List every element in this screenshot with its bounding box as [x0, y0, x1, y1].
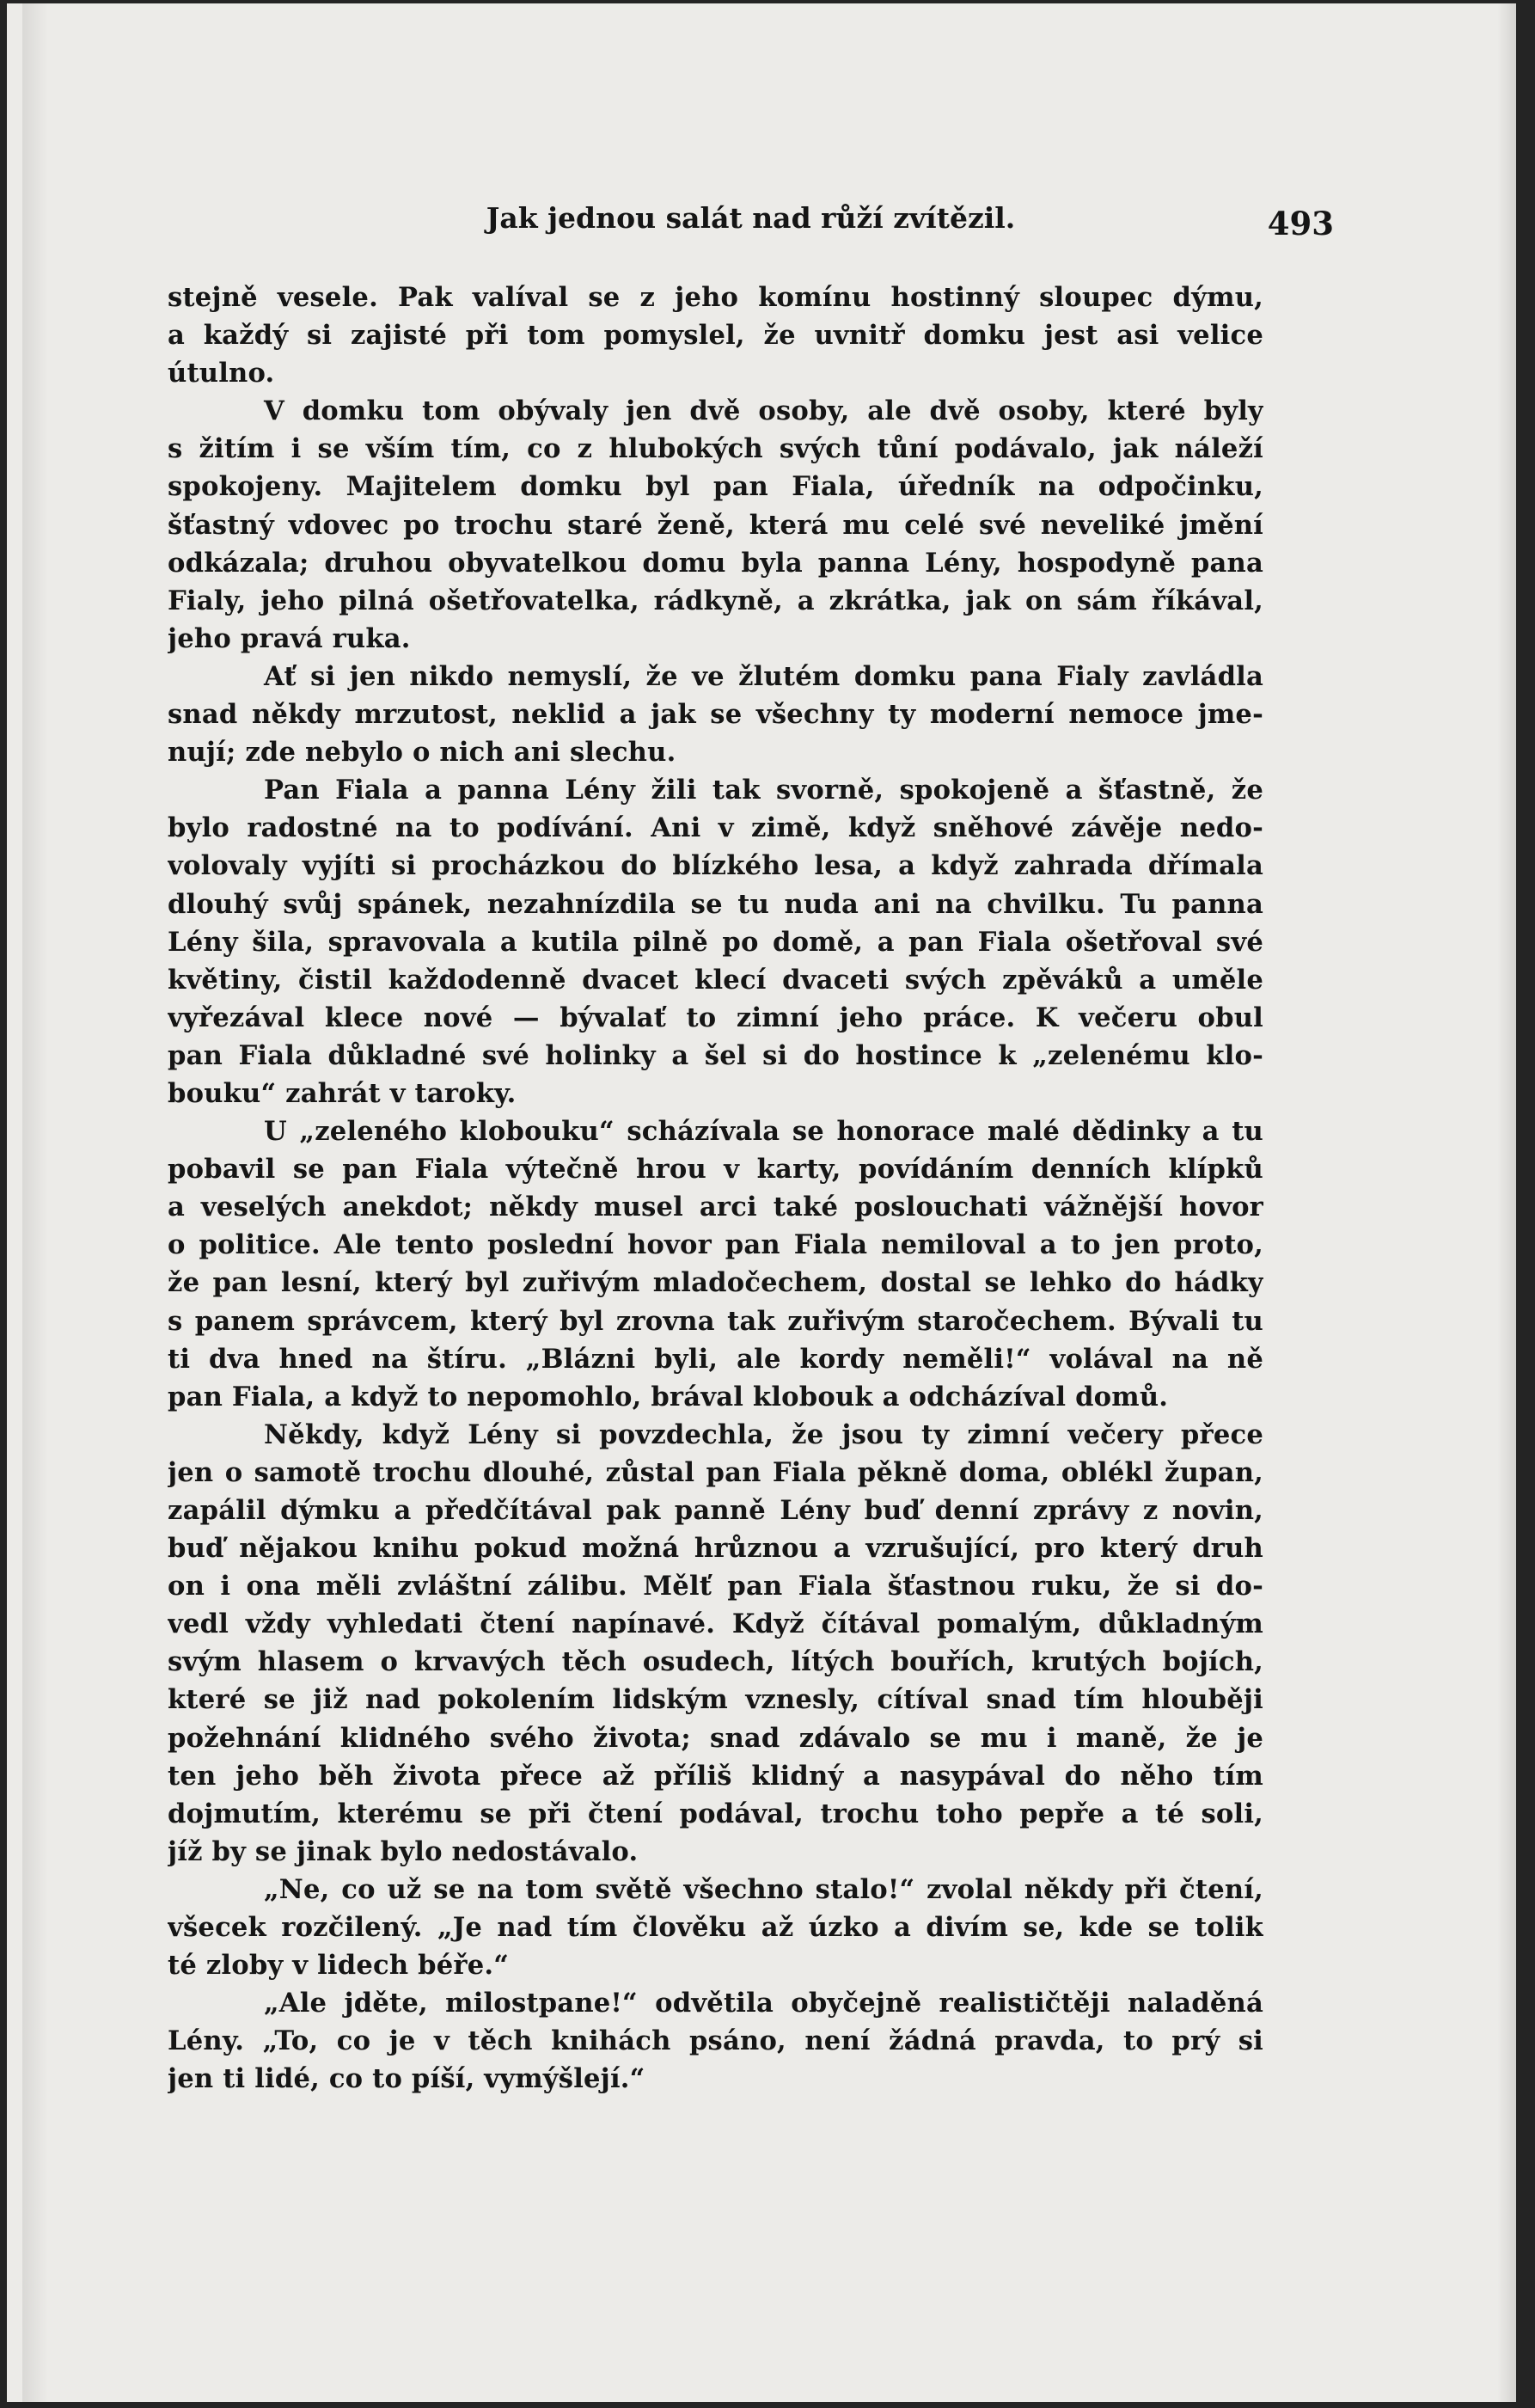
paragraph	[168, 771, 1263, 1112]
text-line: on i ona měli zvláštní zálibu. Mělť pan Fiala šťastnou ruku, že si do-	[168, 1571, 1263, 1602]
text-line: bylo radostné na to podívání. Ani v zimě, když sněhové závěje nedo-	[168, 812, 1263, 844]
text-line: stejně vesele. Pak valíval se z jeho komínu hostinný sloupec dýmu,	[168, 282, 1263, 313]
text-line: vyřezával klece nové — bývalať to zimní jeho práce. K večeru obul	[168, 1002, 1263, 1033]
text-line: dlouhý svůj spánek, nezahnízdila se tu nuda ani na chvilku. Tu panna	[168, 888, 1263, 920]
running-head-title: Jak jednou salát nad růží zvítězil.	[486, 201, 1016, 235]
text-line: jíž by se jinak bylo nedostávalo.	[168, 1835, 639, 1867]
text-line: volovaly vyjíti si procházkou do blízkého lesa, a když zahrada dřímala	[168, 850, 1263, 882]
page-number: 493	[1267, 205, 1334, 242]
text-line: spokojeny. Majitelem domku byl pan Fiala, úředník na odpočinku,	[168, 471, 1263, 503]
paragraph	[168, 1112, 1263, 1416]
text-line: Fialy, jeho pilná ošetřovatelka, rádkyně, a zkrátka, jak on sám říkával,	[168, 585, 1263, 616]
text-line: odkázala; druhou obyvatelkou domu byla panna Lény, hospodyně pana	[168, 547, 1263, 579]
paragraph	[168, 1871, 1263, 1984]
text-line: pobavil se pan Fiala výtečně hrou v karty, povídáním denních klípků	[168, 1154, 1263, 1186]
book-page	[7, 3, 1516, 2402]
text-line: U „zeleného klobouku“ scházívala se honorace malé dědinky a tu	[264, 1116, 1263, 1148]
text-line: pan Fiala důkladné své holinky a šel si do hostince k „zelenému klo-	[168, 1039, 1263, 1071]
text-line: jeho pravá ruka.	[168, 622, 411, 654]
text-line: s žitím i se vším tím, co z hlubokých svých tůní podávalo, jak náleží	[168, 433, 1263, 465]
paragraph	[168, 1416, 1263, 1871]
text-line: „Ne, co už se na tom světě všechno stalo!“ zvolal někdy při čtení,	[264, 1873, 1263, 1905]
text-line: že pan lesní, který byl zuřivým mladočechem, dostal se lehko do hádky	[168, 1267, 1263, 1299]
text-line: Pan Fiala a panna Lény žili tak svorně, spokojeně a šťastně, že	[264, 775, 1263, 806]
text-line: ten jeho běh života přece až příliš klidný a nasypával do něho tím	[168, 1760, 1263, 1792]
text-line: V domku tom obývaly jen dvě osoby, ale dvě osoby, které byly	[264, 395, 1263, 427]
text-line: o politice. Ale tento poslední hovor pan Fiala nemiloval a to jen proto,	[168, 1229, 1263, 1261]
running-head	[168, 197, 1334, 240]
text-line: Lény šila, spravovala a kutila pilně po domě, a pan Fiala ošetřoval své	[168, 926, 1263, 958]
text-line: pan Fiala, a když to nepomohlo, brával klobouk a odcházíval domů.	[168, 1381, 1169, 1412]
text-line: ti dva hned na štíru. „Blázni byli, ale kordy neměli!“ volával na ně	[168, 1343, 1263, 1375]
body-text	[168, 279, 1263, 2099]
text-line: snad někdy mrzutost, neklid a jak se všechny ty moderní nemoce jme-	[168, 699, 1263, 731]
paragraph	[168, 658, 1263, 771]
text-line: které se již nad pokolením lidským vznesly, cítíval snad tím hlouběji	[168, 1684, 1263, 1716]
text-line: šťastný vdovec po trochu staré ženě, která mu celé své neveliké jmění	[168, 509, 1263, 541]
text-line: květiny, čistil každodenně dvacet klecí dvaceti svých zpěváků a uměle	[168, 964, 1263, 996]
paragraph	[168, 279, 1263, 392]
text-line: vedl vždy vyhledati čtení napínavé. Když čítával pomalým, důkladným	[168, 1608, 1263, 1640]
text-line: a každý si zajisté při tom pomyslel, že uvnitř domku jest asi velice	[168, 320, 1263, 352]
text-line: dojmutím, kterému se při čtení podával, trochu toho pepře a té soli,	[168, 1798, 1263, 1829]
text-line: bouku“ zahrát v taroky.	[168, 1077, 517, 1109]
text-line: všecek rozčilený. „Je nad tím člověku až úzko a divím se, kde se tolik	[168, 1912, 1263, 1944]
text-line: „Ale jděte, milostpane!“ odvětila obyčejně realističtěji naladěná	[264, 1988, 1263, 2019]
paragraph	[168, 392, 1263, 658]
text-line: s panem správcem, který byl zrovna tak zuřivým staročechem. Bývali tu	[168, 1305, 1263, 1337]
text-line: a veselých anekdot; někdy musel arci také poslouchati vážnější hovor	[168, 1192, 1263, 1223]
text-line: té zloby v lidech béře.“	[168, 1950, 510, 1982]
text-line: Ať si jen nikdo nemyslí, že ve žlutém domku pana Fialy zavládla	[264, 660, 1263, 692]
text-line: Lény. „To, co je v těch knihách psáno, není žádná pravda, to prý si	[168, 2025, 1263, 2057]
text-line: útulno.	[168, 358, 275, 389]
text-line: Někdy, když Lény si povzdechla, že jsou ty zimní večery přece	[264, 1418, 1263, 1450]
text-line: buď nějakou knihu pokud možná hrůznou a vzrušující, pro který druh	[168, 1533, 1263, 1565]
paragraph	[168, 1984, 1263, 2098]
text-line: svým hlasem o krvavých těch osudech, lítých bouřích, krutých bojích,	[168, 1646, 1263, 1678]
text-line: nují; zde nebylo o nich ani slechu.	[168, 737, 676, 769]
text-line: požehnání klidného svého života; snad zdávalo se mu i maně, že je	[168, 1722, 1263, 1754]
text-line: zapálil dýmku a předčítával pak panně Lény buď denní zprávy z novin,	[168, 1495, 1263, 1526]
text-line: jen ti lidé, co to píší, vymýšlejí.“	[168, 2063, 645, 2095]
text-line: jen o samotě trochu dlouhé, zůstal pan Fiala pěkně doma, oblékl župan,	[168, 1456, 1263, 1488]
